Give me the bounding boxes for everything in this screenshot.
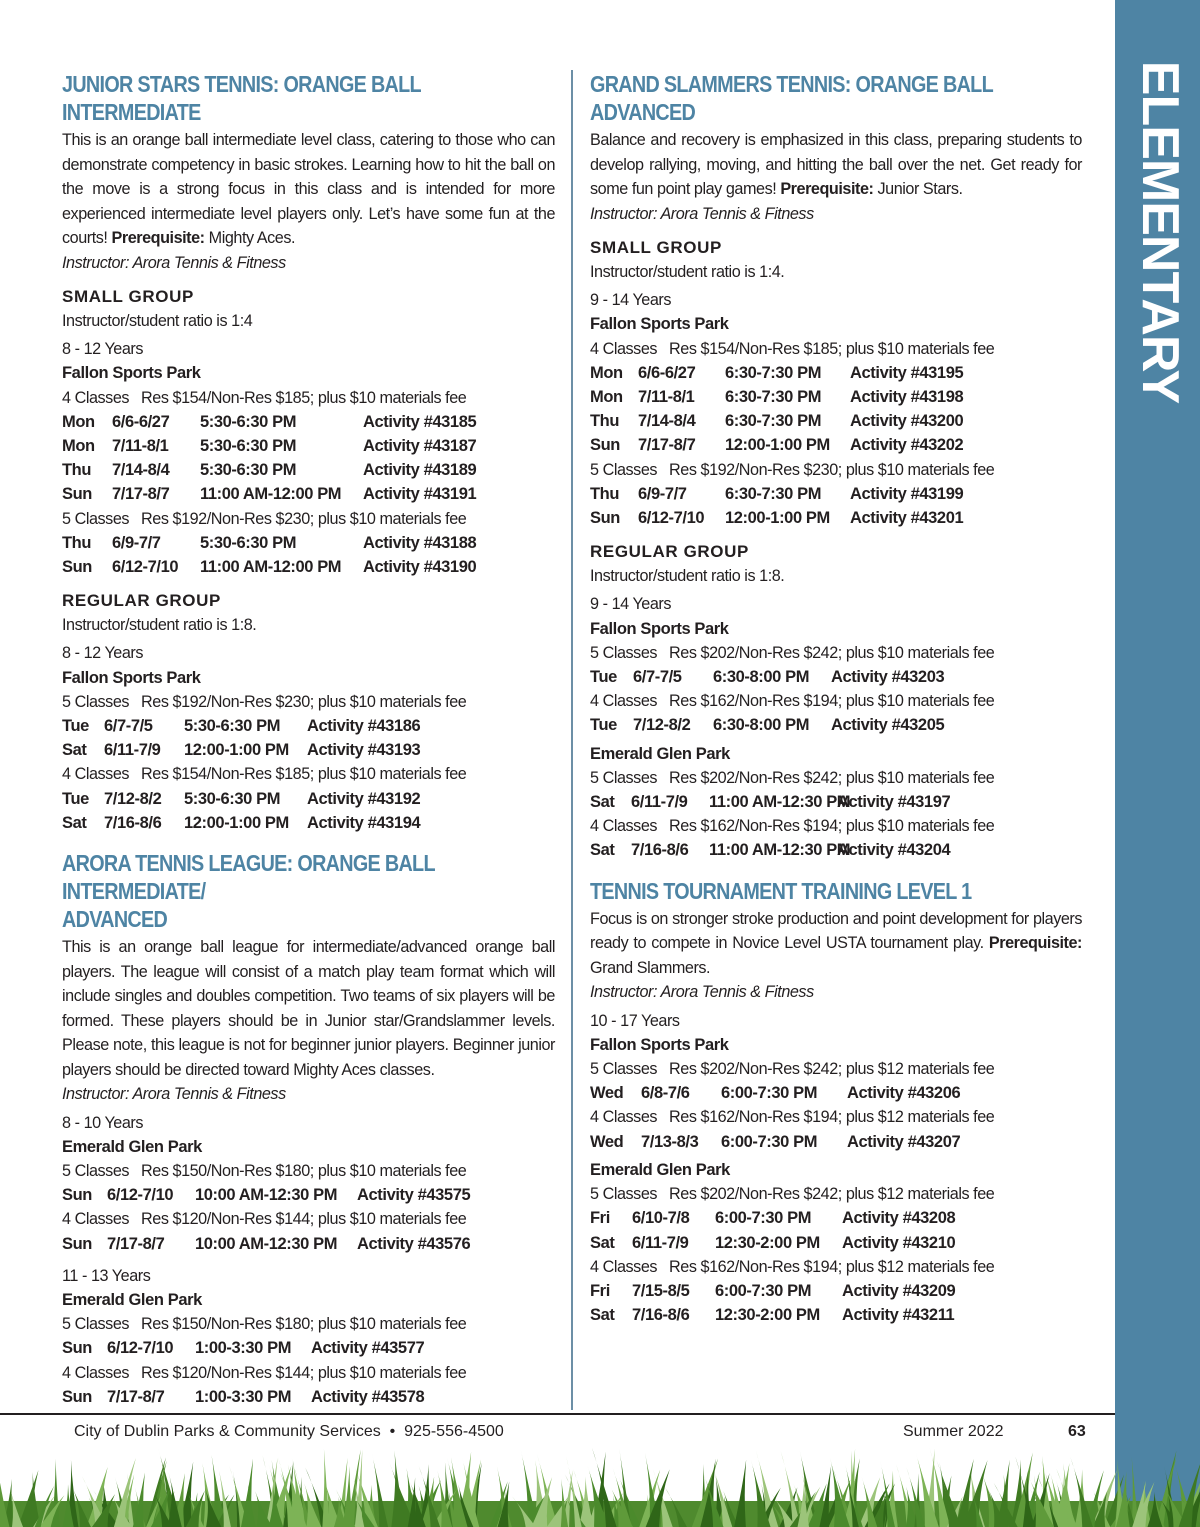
schedule-row (62, 555, 555, 579)
schedule-row (62, 787, 555, 811)
activity-number: Activity #43201 (850, 509, 964, 528)
schedule-row (62, 1336, 555, 1360)
age-range: 9 - 14 Years (590, 595, 671, 614)
dates-cell: 6/10-7/8 (632, 1209, 690, 1228)
park-name: Fallon Sports Park (62, 364, 201, 383)
dates-cell: 7/11-8/1 (112, 437, 169, 456)
section-description: This is an orange ball intermediate level class, catering to those who can demonstrate competency in basic strokes. Learning how to hit the ball on the move is a strong focus in this class and is intended for more experienced intermediate level players only. Let’s have some fun at the courts! Prerequisite: Mighty Aces. (62, 131, 555, 247)
age-range: 11 - 13 Years (62, 1266, 151, 1285)
activity-number: Activity #43207 (847, 1132, 961, 1151)
park-name: Emerald Glen Park (590, 744, 730, 763)
schedule-row (62, 531, 555, 555)
schedule-rows (590, 1081, 1082, 1105)
day-cell: Sat (590, 793, 615, 812)
time-cell: 11:00 AM-12:00 PM (200, 558, 342, 577)
dates-cell: 6/9-7/7 (638, 484, 687, 503)
time-cell: 12:00-1:00 PM (184, 741, 289, 760)
dates-cell: 7/17-8/7 (112, 485, 170, 504)
time-cell: 6:30-7:30 PM (725, 412, 822, 431)
time-cell: 5:30-6:30 PM (200, 437, 297, 456)
section-title: GRAND SLAMMERS TENNIS: ORANGE BALL ADVANCED (590, 71, 993, 125)
schedule-rows (62, 1232, 555, 1256)
time-cell: 6:30-7:30 PM (725, 363, 822, 382)
section-title: ARORA TENNIS LEAGUE: ORANGE BALL INTERMEDIATE/ ADVANCED (62, 850, 435, 933)
dates-cell: 7/13-8/3 (641, 1132, 699, 1151)
time-cell: 12:30-2:00 PM (715, 1306, 820, 1325)
schedule-row (62, 458, 555, 482)
dates-cell: 7/16-8/6 (631, 841, 689, 860)
time-cell: 6:00-7:30 PM (721, 1132, 818, 1151)
time-cell: 5:30-6:30 PM (200, 533, 297, 552)
fee-line: 4 Classes Res $162/Non-Res $194; plus $10 materials fee (590, 692, 995, 711)
section-title: TENNIS TOURNAMENT TRAINING LEVEL 1 (590, 877, 972, 904)
time-cell: 11:00 AM-12:30 PM (709, 841, 851, 860)
activity-number: Activity #43188 (363, 533, 477, 552)
time-cell: 5:30-6:30 PM (200, 412, 297, 431)
activity-number: Activity #43199 (850, 484, 964, 503)
activity-number: Activity #43576 (357, 1234, 471, 1253)
dates-cell: 7/15-8/5 (632, 1281, 690, 1300)
time-cell: 1:00-3:30 PM (195, 1339, 292, 1358)
dates-cell: 6/12-7/10 (107, 1186, 174, 1205)
schedule-row (590, 506, 1082, 530)
schedule-row (62, 1232, 555, 1256)
dates-cell: 7/17-8/7 (638, 436, 696, 455)
day-cell: Sun (62, 1234, 92, 1253)
fee-line: 4 Classes Res $162/Non-Res $194; plus $12 materials fee (590, 1108, 995, 1127)
ratio: Instructor/student ratio is 1:8. (62, 616, 257, 635)
day-cell: Tue (62, 789, 89, 808)
dates-cell: 6/12-7/10 (112, 558, 179, 577)
schedule-rows (62, 531, 555, 579)
day-cell: Sun (62, 558, 92, 577)
activity-number: Activity #43578 (311, 1387, 425, 1406)
schedule-rows (62, 1336, 555, 1360)
schedule-row (590, 1081, 1082, 1105)
group-title: SMALL GROUP (590, 238, 722, 257)
section-description: Balance and recovery is emphasized in this class, preparing students to develop rallying, moving, and hitting the ball over the net. Get ready for some fun point play games! Prerequisite: Junior Stars. (590, 131, 1082, 198)
age-range: 8 - 12 Years (62, 644, 143, 663)
schedule-row (62, 482, 555, 506)
day-cell: Thu (62, 533, 92, 552)
footer-season: Summer 2022 (903, 1423, 1004, 1440)
dates-cell: 6/12-7/10 (107, 1339, 174, 1358)
time-cell: 11:00 AM-12:30 PM (709, 793, 851, 812)
junior-stars-section (62, 70, 555, 835)
schedule-row (62, 714, 555, 738)
fee-line: 4 Classes Res $120/Non-Res $144; plus $10 materials fee (62, 1210, 467, 1229)
league-section (62, 849, 555, 1409)
schedule-row (590, 482, 1082, 506)
dates-cell: 7/16-8/6 (632, 1306, 690, 1325)
schedule-row (62, 434, 555, 458)
day-cell: Fri (590, 1281, 610, 1300)
time-cell: 6:30-8:00 PM (713, 716, 810, 735)
time-cell: 6:30-7:30 PM (725, 388, 822, 407)
activity-number: Activity #43206 (847, 1084, 961, 1103)
schedule-rows (590, 482, 1082, 530)
dates-cell: 6/7-7/5 (633, 668, 682, 687)
fee-line: 4 Classes Res $154/Non-Res $185; plus $10 materials fee (62, 388, 467, 407)
time-cell: 6:00-7:30 PM (715, 1281, 812, 1300)
dates-cell: 7/12-8/2 (104, 789, 162, 808)
fee-line: 5 Classes Res $202/Non-Res $242; plus $10 materials fee (590, 643, 995, 662)
activity-number: Activity #43205 (831, 716, 945, 735)
instructor: Instructor: Arora Tennis & Fitness (62, 253, 286, 272)
schedule-row (590, 433, 1082, 457)
schedule-row (62, 1385, 555, 1409)
activity-number: Activity #43203 (831, 668, 945, 687)
column-divider (571, 70, 573, 1410)
schedule-rows (590, 665, 1082, 689)
fee-line: 5 Classes Res $202/Non-Res $242; plus $12 materials fee (590, 1060, 995, 1079)
day-cell: Sun (62, 485, 92, 504)
day-cell: Sat (62, 813, 87, 832)
dates-cell: 6/7-7/5 (104, 717, 153, 736)
day-cell: Tue (590, 668, 617, 687)
activity-number: Activity #43210 (842, 1233, 956, 1252)
time-cell: 12:00-1:00 PM (725, 436, 830, 455)
time-cell: 1:00-3:30 PM (195, 1387, 292, 1406)
fee-line: 5 Classes Res $192/Non-Res $230; plus $10 materials fee (62, 692, 467, 711)
activity-number: Activity #43200 (850, 412, 964, 431)
dates-cell: 7/17-8/7 (107, 1234, 165, 1253)
schedule-rows (62, 787, 555, 835)
age-range: 9 - 14 Years (590, 291, 671, 310)
day-cell: Wed (590, 1132, 624, 1151)
dates-cell: 6/8-7/6 (641, 1084, 690, 1103)
time-cell: 6:30-7:30 PM (725, 484, 822, 503)
right-column (590, 70, 1082, 1341)
footer-rule (0, 1413, 1115, 1415)
left-column (62, 70, 555, 1423)
group-title: SMALL GROUP (62, 287, 194, 306)
age-range: 8 - 10 Years (62, 1113, 143, 1132)
park-name: Emerald Glen Park (590, 1160, 730, 1179)
time-cell: 12:30-2:00 PM (715, 1233, 820, 1252)
activity-number: Activity #43209 (842, 1281, 956, 1300)
activity-number: Activity #43187 (363, 437, 477, 456)
schedule-row (590, 1279, 1082, 1303)
schedule-row (590, 790, 1082, 814)
dates-cell: 7/11-8/1 (638, 388, 695, 407)
schedule-row (62, 1183, 555, 1207)
activity-number: Activity #43189 (363, 461, 477, 480)
tournament-training-section (590, 877, 1082, 1328)
group-title: REGULAR GROUP (62, 591, 221, 611)
day-cell: Tue (62, 717, 89, 736)
schedule-row (62, 410, 555, 434)
schedule-row (62, 811, 555, 835)
ratio: Instructor/student ratio is 1:4 (62, 312, 253, 330)
time-cell: 6:00-7:30 PM (715, 1209, 812, 1228)
day-cell: Sun (590, 509, 620, 528)
dates-cell: 7/17-8/7 (107, 1387, 165, 1406)
activity-number: Activity #43575 (357, 1186, 471, 1205)
schedule-row (590, 838, 1082, 862)
side-label: ELEMENTARY (1131, 60, 1189, 404)
dates-cell: 6/6-6/27 (112, 412, 170, 431)
schedule-row (62, 738, 555, 762)
park-name: Fallon Sports Park (590, 315, 729, 334)
fee-line: 4 Classes Res $154/Non-Res $185; plus $10 materials fee (590, 339, 995, 358)
activity-number: Activity #43202 (850, 436, 964, 455)
dates-cell: 6/11-7/9 (631, 793, 688, 812)
activity-number: Activity #43191 (363, 485, 477, 504)
schedule-row (590, 713, 1082, 737)
day-cell: Fri (590, 1209, 610, 1228)
schedule-row (590, 1231, 1082, 1255)
time-cell: 5:30-6:30 PM (184, 717, 281, 736)
schedule-rows (62, 410, 555, 507)
instructor: Instructor: Arora Tennis & Fitness (590, 204, 814, 223)
day-cell: Sun (62, 1387, 92, 1406)
ratio: Instructor/student ratio is 1:8. (590, 567, 785, 586)
park-name: Emerald Glen Park (62, 1137, 202, 1156)
dates-cell: 7/12-8/2 (633, 716, 691, 735)
fee-line: 4 Classes Res $154/Non-Res $185; plus $10 materials fee (62, 765, 467, 784)
grass-blade (322, 1449, 330, 1527)
day-cell: Sat (590, 841, 615, 860)
dates-cell: 6/11-7/9 (104, 741, 161, 760)
time-cell: 5:30-6:30 PM (184, 789, 281, 808)
activity-number: Activity #43204 (837, 841, 951, 860)
fee-line: 5 Classes Res $202/Non-Res $242; plus $12 materials fee (590, 1185, 995, 1204)
fee-line: 5 Classes Res $192/Non-Res $230; plus $10 materials fee (590, 460, 995, 479)
fee-line: 5 Classes Res $150/Non-Res $180; plus $10 materials fee (62, 1161, 467, 1180)
dates-cell: 6/11-7/9 (632, 1233, 689, 1252)
schedule-rows (590, 1279, 1082, 1327)
day-cell: Mon (62, 437, 95, 456)
schedule-rows (590, 361, 1082, 458)
day-cell: Sun (62, 1339, 92, 1358)
day-cell: Thu (62, 461, 92, 480)
activity-number: Activity #43195 (850, 363, 964, 382)
fee-line: 4 Classes Res $162/Non-Res $194; plus $10 materials fee (590, 817, 995, 836)
dates-cell: 7/14-8/4 (638, 412, 696, 431)
park-name: Fallon Sports Park (590, 1035, 729, 1054)
time-cell: 6:30-8:00 PM (713, 668, 810, 687)
fee-line: 5 Classes Res $192/Non-Res $230; plus $10 materials fee (62, 509, 467, 528)
section-title: JUNIOR STARS TENNIS: ORANGE BALL INTERMEDIATE (62, 71, 421, 125)
schedule-rows (62, 1385, 555, 1409)
day-cell: Tue (590, 716, 617, 735)
day-cell: Thu (590, 412, 620, 431)
schedule-rows (590, 838, 1082, 862)
activity-number: Activity #43192 (307, 789, 421, 808)
fee-line: 4 Classes Res $120/Non-Res $144; plus $10 materials fee (62, 1363, 467, 1382)
instructor: Instructor: Arora Tennis & Fitness (590, 983, 814, 1002)
activity-number: Activity #43577 (311, 1339, 425, 1358)
park-name: Emerald Glen Park (62, 1290, 202, 1309)
footer-org: City of Dublin Parks & Community Services • 925-556-4500 (74, 1423, 504, 1440)
schedule-rows (590, 790, 1082, 814)
page-number: 63 (1068, 1423, 1086, 1440)
grand-slammers-section (590, 70, 1082, 863)
schedule-row (590, 385, 1082, 409)
time-cell: 12:00-1:00 PM (725, 509, 830, 528)
activity-number: Activity #43211 (842, 1306, 955, 1325)
time-cell: 11:00 AM-12:00 PM (200, 485, 342, 504)
activity-number: Activity #43194 (307, 813, 421, 832)
day-cell: Mon (62, 412, 95, 431)
park-name: Fallon Sports Park (590, 619, 729, 638)
fee-line: 5 Classes Res $202/Non-Res $242; plus $10 materials fee (590, 768, 995, 787)
schedule-row (590, 361, 1082, 385)
time-cell: 5:30-6:30 PM (200, 461, 297, 480)
day-cell: Sun (590, 436, 620, 455)
day-cell: Sat (590, 1233, 615, 1252)
day-cell: Sat (62, 741, 87, 760)
group-title: REGULAR GROUP (590, 542, 749, 562)
age-range: 10 - 17 Years (590, 1011, 680, 1030)
instructor: Instructor: Arora Tennis & Fitness (62, 1085, 286, 1104)
day-cell: Wed (590, 1084, 624, 1103)
schedule-row (590, 1206, 1082, 1230)
activity-number: Activity #43190 (363, 558, 477, 577)
schedule-row (590, 1303, 1082, 1327)
day-cell: Sun (62, 1186, 92, 1205)
schedule-row (590, 665, 1082, 689)
schedule-row (590, 1130, 1082, 1154)
park-name: Fallon Sports Park (62, 668, 201, 687)
schedule-rows (590, 713, 1082, 737)
time-cell: 6:00-7:30 PM (721, 1084, 818, 1103)
schedule-row (590, 409, 1082, 433)
dates-cell: 6/9-7/7 (112, 533, 161, 552)
schedule-rows (62, 714, 555, 762)
dates-cell: 7/14-8/4 (112, 461, 170, 480)
activity-number: Activity #43208 (842, 1209, 956, 1228)
grass-decoration (0, 1446, 1200, 1527)
fee-line: 4 Classes Res $162/Non-Res $194; plus $12 materials fee (590, 1257, 995, 1276)
section-description: Focus is on stronger stroke production and point development for players ready to compete in Novice Level USTA tournament play. Prerequisite: Grand Slammers. (590, 909, 1082, 977)
day-cell: Mon (590, 363, 623, 382)
age-range: 8 - 12 Years (62, 340, 143, 359)
fee-line: 5 Classes Res $150/Non-Res $180; plus $10 materials fee (62, 1315, 467, 1334)
time-cell: 12:00-1:00 PM (184, 813, 289, 832)
day-cell: Sat (590, 1306, 615, 1325)
activity-number: Activity #43197 (837, 793, 951, 812)
dates-cell: 7/16-8/6 (104, 813, 162, 832)
activity-number: Activity #43193 (307, 741, 421, 760)
time-cell: 10:00 AM-12:30 PM (195, 1186, 338, 1205)
ratio: Instructor/student ratio is 1:4. (590, 263, 785, 281)
day-cell: Mon (590, 388, 623, 407)
section-description: This is an orange ball league for intermediate/advanced orange ball players. The league will consist of a match play team format which will include singles and doubles competition. Two teams of six players will be formed. These players should be in Junior star/Grandslammer levels. Please note, this league is not for beginner junior players. Beginner junior players should be directed toward Mighty Aces classes. (62, 938, 555, 1079)
schedule-rows (590, 1130, 1082, 1154)
activity-number: Activity #43198 (850, 388, 964, 407)
activity-number: Activity #43186 (307, 717, 421, 736)
time-cell: 10:00 AM-12:30 PM (195, 1234, 338, 1253)
day-cell: Thu (590, 484, 620, 503)
dates-cell: 6/12-7/10 (638, 509, 705, 528)
activity-number: Activity #43185 (363, 412, 477, 431)
dates-cell: 6/6-6/27 (638, 363, 696, 382)
schedule-rows (62, 1183, 555, 1207)
schedule-rows (590, 1206, 1082, 1254)
